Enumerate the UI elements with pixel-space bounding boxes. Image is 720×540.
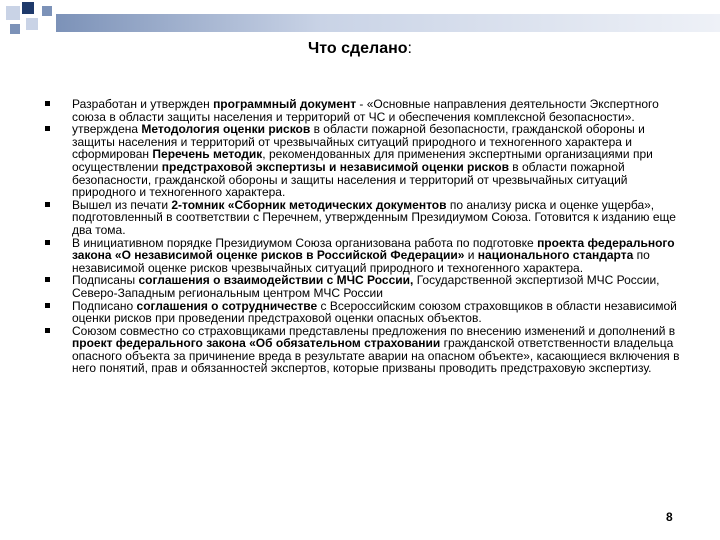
bold-text: проект федерального закона «Об обязательном страховании [72, 336, 441, 351]
text: с Всероссийским союзом страховщиков в области независимой оценки рисков при проведении предстраховой оценки опасных объектов. [72, 298, 677, 326]
list-item [72, 300, 682, 325]
square-bullet-icon [45, 303, 50, 308]
text: утверждена [72, 122, 142, 137]
list-item [72, 123, 682, 199]
page-title: Что сделано: [308, 40, 412, 57]
text: Государственной экспертизой МЧС России, Северо-Западным региональным центром МЧС России [72, 273, 660, 300]
square-bullet-icon [45, 202, 50, 207]
bold-text: программный документ [213, 97, 357, 111]
bullet-list [72, 98, 682, 375]
bold-text: соглашения о сотрудничестве [136, 298, 318, 313]
square-bullet-icon [45, 126, 50, 131]
square-bullet-icon [45, 101, 50, 106]
square-bullet-icon [45, 328, 50, 333]
text: Подписаны [72, 273, 139, 288]
text: по независимой оценке рисков чрезвычайных ситуаций природного и техногенного характера. [72, 248, 650, 275]
bold-text: 2-томник «Сборник методических документов [171, 197, 447, 212]
text: В инициативном порядке Президиумом Союза организована работа по подготовке [72, 235, 538, 250]
bold-text: национального стандарта [477, 248, 634, 263]
text: - «Основные направления деятельности Экспертного союза в области защиты населения и территорий от ЧС и обеспечения комплексной безопасности». [72, 97, 659, 124]
text: , рекомендованных для применения экспертными организациями при осуществлении [72, 147, 653, 174]
bold-text: проекта федерального закона «О независимой оценке рисков в Российской Федерации» [72, 235, 675, 263]
text: Вышел из печати [72, 197, 172, 212]
page-number: 8 [666, 510, 673, 524]
text: в области пожарной безопасности, гражданской обороны и защиты населения и территорий от чрезвычайных ситуаций природного и техногенного характера. [72, 159, 628, 200]
square-bullet-icon [45, 277, 50, 282]
square-bullet-icon [45, 240, 50, 245]
list-item [72, 274, 682, 299]
list-item [72, 98, 682, 123]
text: Подписано [72, 298, 137, 313]
text: гражданской ответственности владельца опасного объекта за причинение вреда в результате аварии на опасном объекте», касающиеся включения в него понятий, прав и обязанностей экспертов, которые призваны проводить предстраховую экспертизу. [72, 336, 680, 376]
text: и [464, 248, 478, 263]
bold-text: соглашения о взаимодействии с МЧС России, [138, 273, 414, 288]
bold-text: Методология оценки рисков [141, 122, 311, 137]
text: Союзом совместно со страховщиками представлены предложения по внесению изменений и дополнений в [72, 323, 676, 338]
text: Разработан и утвержден [72, 97, 214, 111]
bold-text: предстраховой экспертизы и независимой оценки рисков [161, 159, 509, 174]
list-item [72, 199, 682, 237]
bold-text: Перечень методик [152, 147, 263, 162]
text: в области пожарной безопасности, гражданской обороны и защиты населения и территорий от чрезвычайных ситуаций природного и техногенного характера и сформирован [72, 122, 645, 162]
text: по анализу риска и оценке ущерба», подготовленный в соответствии с Перечнем, утвержденным Президиумом Союза. Готовится к изданию еще два тома. [72, 197, 676, 237]
list-item [72, 325, 682, 375]
list-item [72, 237, 682, 275]
